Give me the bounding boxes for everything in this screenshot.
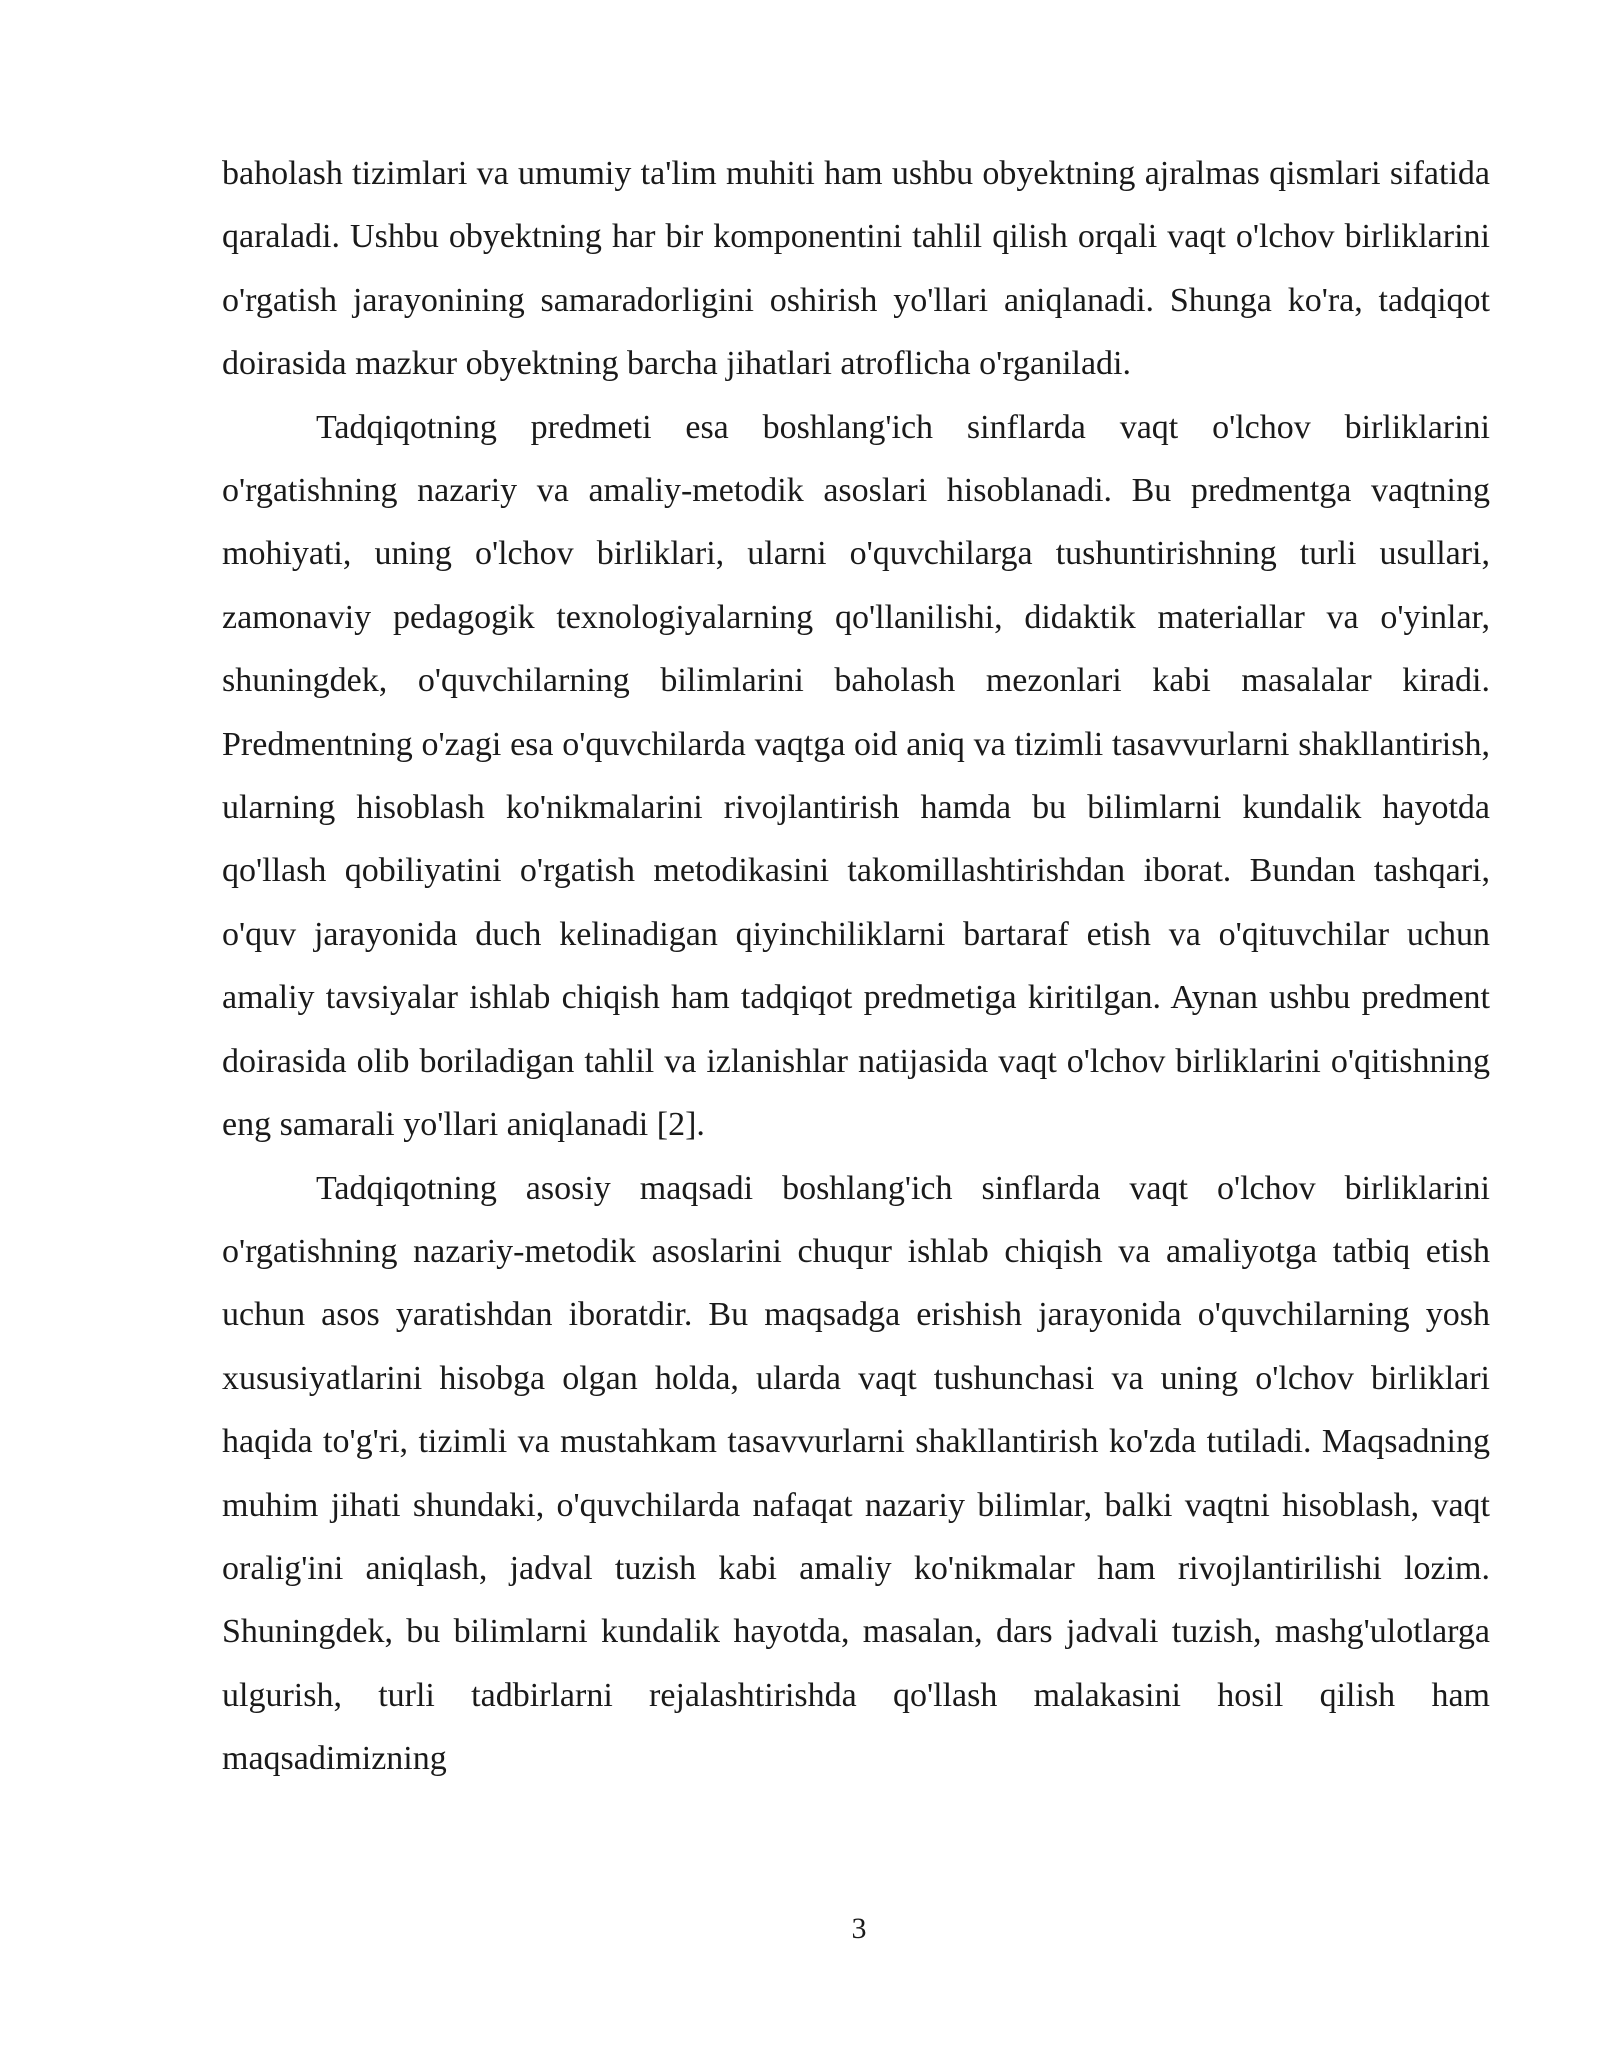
- paragraph-3: Tadqiqotning asosiy maqsadi boshlang'ich sinflarda vaqt o'lchov birliklarini o'rgatishning nazariy-metodik asoslarini chuqur ishlab chiqish va amaliyotga tatbiq etish uchun asos yaratishdan iboratdir. Bu maqsadga erishish jarayonida o'quvchilarning yosh xususiyatlarini hisobga olgan holda, ularda vaqt tushunchasi va uning o'lchov birliklari haqida to'g'ri, tizimli va mustahkam tasavvurlarni shakllantirish ko'zda tutiladi. Maqsadning muhim jihati shundaki, o'quvchilarda nafaqat nazariy bilimlar, balki vaqtni hisoblash, vaqt oralig'ini aniqlash, jadval tuzish kabi amaliy ko'nikmalar ham rivojlantirilishi lozim. Shuningdek, bu bilimlarni kundalik hayotda, masalan, dars jadvali tuzish, mashg'ulotlarga ulgurish, turli tadbirlarni rejalashtirishda qo'llash malakasini hosil qilish ham maqsadimizning: [222, 1169, 1490, 1778]
- paragraph-2: Tadqiqotning predmeti esa boshlang'ich sinflarda vaqt o'lchov birliklarini o'rgatishning nazariy va amaliy-metodik asoslari hisoblanadi. Bu predmentga vaqtning mohiyati, uning o'lchov birliklari, ularni o'quvchilarga tushuntirishning turli usullari, zamonaviy pedagogik texnologiyalarning qo'llanilishi, didaktik materiallar va o'yinlar, shuningdek, o'quvchilarning bilimlarini baholash mezonlari kabi masalalar kiradi. Predmentning o'zagi esa o'quvchilarda vaqtga oid aniq va tizimli tasavvurlarni shakllantirish, ularning hisoblash ko'nikmalarini rivojlantirish hamda bu bilimlarni kundalik hayotda qo'llash qobiliyatini o'rgatish metodikasini takomillashtirishdan iborat. Bundan tashqari, o'quv jarayonida duch kelinadigan qiyinchiliklarni bartaraf etish va o'qituvchilar uchun amaliy tavsiyalar ishlab chiqish ham tadqiqot predmetiga kiritilgan. Aynan ushbu predment doirasida olib boriladigan tahlil va izlanishlar natijasida vaqt o'lchov birliklarini o'qitishning eng samarali yo'llari aniqlanadi [2].: [222, 408, 1490, 1144]
- page-number: 3: [851, 1912, 867, 1945]
- paragraph-1: baholash tizimlari va umumiy ta'lim muhiti ham ushbu obyektning ajralmas qismlari sifatida qaraladi. Ushbu obyektning har bir komponentini tahlil qilish orqali vaqt o'lchov birliklarini o'rgatish jarayonining samaradorligini oshirish yo'llari aniqlanadi. Shunga ko'ra, tadqiqot doirasida mazkur obyektning barcha jihatlari atroflicha o'rganiladi.: [222, 155, 1490, 383]
- body-text: [222, 142, 1490, 1791]
